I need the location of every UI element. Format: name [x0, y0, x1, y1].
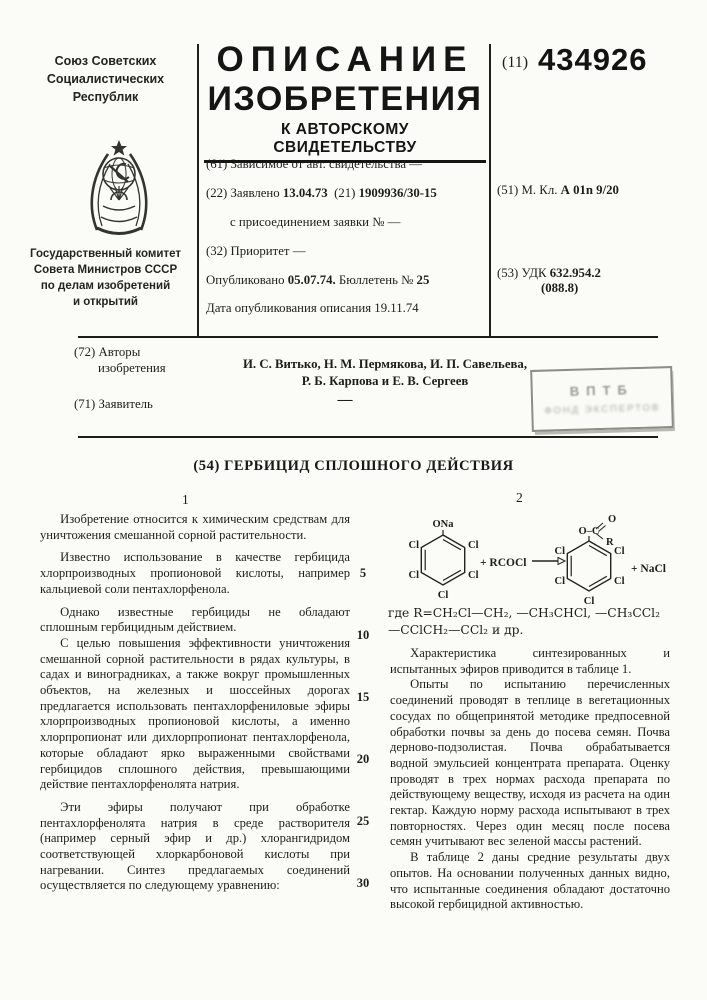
bulletin-number: 25	[416, 273, 430, 287]
ussr-coat-of-arms-emblem	[80, 138, 158, 242]
column-2-marker: 2	[516, 490, 523, 505]
field-ipc-class	[497, 183, 702, 198]
paragraph: С целью повышения эффективности уничтожения смешанной сорной растительности в рядах культуры, в садах и виноградниках, а также вокруг промышленных объектов, на железных и шоссейных дорогах предлагается использовать пентахлорфениловые эфиры хлорпроизводных пропионовой кислоты, а именно хлорпропионат или дихлорпропионат пентахлорфенола, которые обладают ярко выраженными свойствами гербицидов сплошного действия, превышающими действие пентахлорфенолята натрия.	[40, 635, 350, 792]
filed-date: 13.04.73	[282, 186, 328, 200]
paragraph: Характеристика синтезированных и испытанных эфиров приводится в таблице 1.	[390, 646, 670, 676]
vertical-divider-left	[197, 44, 199, 336]
line-number-30: 30	[356, 876, 370, 890]
paragraph: Однако известные гербициды не обладают сплошным гербицидным действием.	[40, 604, 350, 635]
paragraph: Изобретение относится к химическим средствам для уничтожения смешанной сорной растительности.	[40, 512, 350, 542]
published-label: Опубликовано	[206, 273, 285, 287]
ester-o-label: O	[608, 514, 617, 525]
paragraph: Опыты по испытанию перечисленных соединений проводят в теплице в вегетационных сосудах по общепринятой методике предпосевной обработки почвы за день до посева семян. Почва дерново-подзолистая. Почва обрабатывается водной эмульсией концентрата препарата. Оценку проводят в трех нормах расхода препарата по действующему веществу, исходя из расчета на один гектар. Каждую норму расхода испытывают в трех повторностях. Через один месяц после посева семян учитывают вес зеленой массы растений.	[390, 677, 670, 849]
filed-label: (22) Заявлено	[206, 186, 280, 200]
line-number-15: 15	[356, 690, 370, 704]
column-1-marker: 1	[182, 492, 189, 507]
cl-label: Cl	[408, 540, 419, 551]
stamp-line1: ВПТБ	[569, 382, 634, 399]
ona-substituent-label: ONa	[432, 519, 454, 530]
cl-label: Cl	[437, 590, 449, 601]
r-definition-line1: где R=CH₂Cl—CH₂, —CH₃CHCl, —CH₃CCl₂	[388, 606, 661, 620]
vertical-divider-right	[489, 44, 491, 336]
horizontal-rule-bottom	[78, 436, 658, 438]
r-definition-line2: —CClCH₂—CCl₂ и др.	[388, 623, 524, 637]
applicant-label: (71) Заявитель	[74, 397, 153, 411]
ipc-label: (51) М. Кл.	[497, 183, 558, 197]
left-text-column	[40, 512, 350, 901]
doc-number-label: (11)	[502, 54, 529, 71]
arrow-head	[558, 558, 565, 565]
paragraph: Известно использование в качестве гербицида хлорпроизводных пропионовой кислоты, например кальциевой соли пентахлорфенола.	[40, 550, 350, 596]
library-stamp	[530, 366, 674, 432]
author-names: И. С. Витько, Н. М. Пермякова, И. П. Савельева, Р. Б. Карпова и Е. В. Сергеев	[242, 357, 528, 388]
line-number-20: 20	[356, 752, 370, 766]
field-udc	[497, 266, 702, 296]
field-filing	[206, 186, 486, 201]
cl-label: Cl	[614, 546, 625, 557]
reagent-label: + RCOCl	[480, 557, 527, 569]
field-priority: (32) Приоритет —	[206, 244, 306, 258]
document-type-title-line1: ОПИСАНИЕ	[216, 40, 474, 79]
cl-label: Cl	[583, 596, 595, 607]
invention-title: (54) ГЕРБИЦИД СПЛОШНОГО ДЕЙСТВИЯ	[193, 458, 514, 474]
right-text-column	[390, 646, 670, 913]
byproduct-label: + NaCl	[631, 563, 666, 575]
horizontal-rule-top	[78, 336, 658, 338]
country-name: Союз Советских Социалистических Республик	[46, 54, 165, 104]
application-number: 1909936/30-15	[358, 186, 437, 200]
applicant-value: —	[337, 392, 353, 408]
chemical-equation-diagram	[386, 508, 686, 608]
cl-label: Cl	[554, 576, 565, 587]
authors-label	[74, 344, 166, 376]
paragraph: Эти эфиры получают при обработке пентахлорфенолята натрия в среде растворителя (например серный эфир и др.) хлорангидридом соответствующей хлоркарбоновой кислоты при нагревании. Синтез предлагаемых соединений осуществляется по следующему уравнению:	[40, 799, 350, 893]
issuing-committee: Государственный комитет Совета Министров СССР по делам изобретений и открытий	[30, 248, 181, 308]
field-description-published: Дата опубликования описания 19.11.74	[206, 301, 419, 315]
line-number-25: 25	[356, 814, 370, 828]
bulletin-label: Бюллетень №	[338, 273, 414, 287]
udc-value: 632.954.2	[549, 266, 601, 280]
ipc-value: А 01n 9/20	[560, 183, 619, 197]
stamp-line2: ФОНД ЭКСПЕРТОВ	[544, 402, 661, 417]
published-date: 05.07.74.	[287, 273, 336, 287]
field-joined-application: с присоединением заявки № —	[230, 215, 401, 229]
cl-label: Cl	[554, 546, 565, 557]
document-type-title-line2: ИЗОБРЕТЕНИЯ	[207, 80, 483, 118]
authors-label-line2: изобретения	[98, 361, 166, 375]
cl-label: Cl	[468, 540, 479, 551]
field-published	[206, 273, 486, 288]
field-dependent-certificate: (61) Зависимое от авт. свидетельства —	[206, 157, 423, 171]
line-number-5: 5	[359, 566, 367, 580]
authors-label-line1: (72) Авторы	[74, 345, 141, 359]
document-subtitle: К АВТОРСКОМУ СВИДЕТЕЛЬСТВУ	[204, 121, 486, 163]
application-label: (21)	[334, 186, 356, 200]
ester-oc-label: O–C	[578, 526, 600, 537]
cl-label: Cl	[408, 570, 419, 581]
line-number-10: 10	[356, 628, 370, 642]
udc-value-2: (088.8)	[541, 281, 579, 295]
cl-label: Cl	[614, 576, 625, 587]
paragraph: В таблице 2 даны средние результаты двух опытов. На основании полученных данных видно, что испытанные соединения обладают достаточно высокой гербицидной активностью.	[390, 850, 670, 912]
doc-number: 434926	[538, 42, 648, 77]
udc-label: (53) УДК	[497, 266, 547, 280]
ester-r-label: R	[606, 537, 614, 548]
cl-label: Cl	[468, 570, 479, 581]
